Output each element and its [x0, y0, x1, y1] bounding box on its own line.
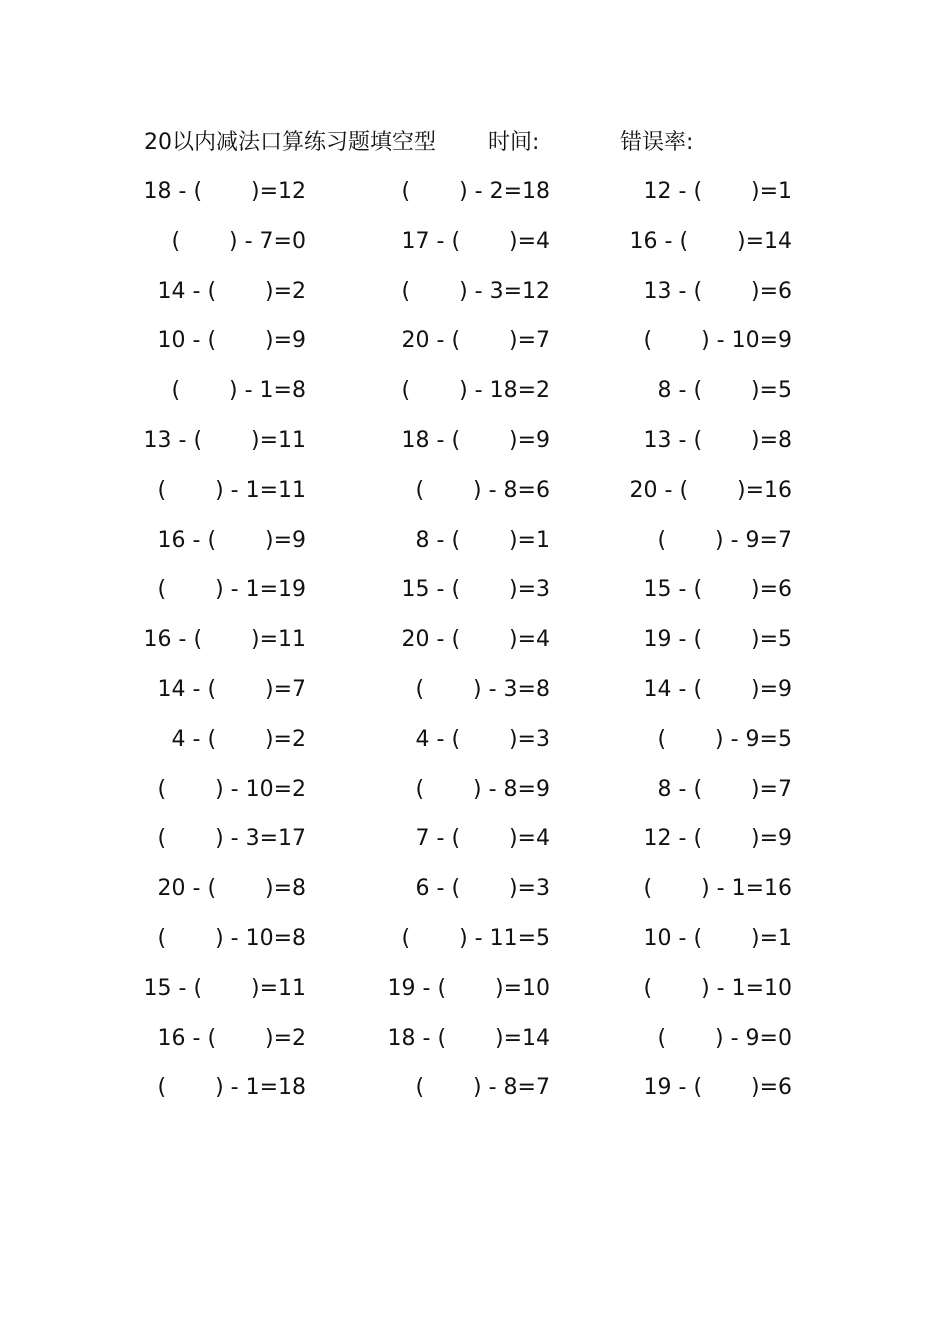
problem-cell: ( ) - 1=16 — [643, 876, 792, 902]
problem-cell: 18 - ( )=9 — [401, 427, 550, 453]
problem-cell: 19 - ( )=5 — [643, 627, 792, 653]
problem-cell: ( ) - 9=7 — [657, 527, 792, 553]
worksheet-header — [144, 126, 844, 160]
problem-cell: ( ) - 8=7 — [415, 1075, 550, 1101]
problem-row — [0, 867, 950, 917]
problem-cell: 20 - ( )=7 — [401, 328, 550, 354]
problem-cell: 16 - ( )=2 — [157, 1025, 306, 1051]
problem-cell: ( ) - 1=19 — [157, 577, 306, 603]
problem-cell: ( ) - 10=9 — [643, 328, 792, 354]
problem-cell: ( ) - 7=0 — [171, 228, 306, 254]
problem-cell: 12 - ( )=1 — [643, 179, 792, 204]
problem-cell: 7 - ( )=4 — [415, 826, 550, 852]
problem-row — [0, 718, 950, 768]
problem-cell: 15 - ( )=6 — [643, 577, 792, 603]
problem-cell: 8 - ( )=5 — [657, 378, 792, 404]
problem-cell: 18 - ( )=12 — [143, 179, 306, 204]
problem-cell: 16 - ( )=9 — [157, 527, 306, 553]
problem-row — [0, 917, 950, 967]
problem-cell: 16 - ( )=14 — [629, 228, 792, 254]
problem-cell: 13 - ( )=6 — [643, 278, 792, 304]
problem-cell: 6 - ( )=3 — [415, 876, 550, 902]
problem-cell: ( ) - 11=5 — [401, 925, 550, 951]
error-rate-label: 错误率: — [620, 130, 694, 155]
problem-cell: ( ) - 3=17 — [157, 826, 306, 852]
problem-cell: 10 - ( )=9 — [157, 328, 306, 354]
problem-cell: ( ) - 1=18 — [157, 1075, 306, 1101]
problem-cell: ( ) - 1=10 — [643, 975, 792, 1001]
problem-row — [0, 220, 950, 270]
problem-cell: 17 - ( )=4 — [401, 228, 550, 254]
problem-row — [0, 967, 950, 1017]
problem-cell: 13 - ( )=8 — [643, 427, 792, 453]
problem-cell: 20 - ( )=8 — [157, 876, 306, 902]
problem-cell: 4 - ( )=3 — [415, 726, 550, 752]
problem-cell: ( ) - 1=11 — [157, 477, 306, 503]
problem-row — [0, 170, 950, 220]
problem-cell: 14 - ( )=2 — [157, 278, 306, 304]
problem-cell: ( ) - 3=12 — [401, 278, 550, 304]
problem-cell: 15 - ( )=3 — [401, 577, 550, 603]
problem-grid — [0, 170, 950, 1116]
problem-cell: 20 - ( )=16 — [629, 477, 792, 503]
problem-row — [0, 1017, 950, 1067]
problem-cell: 4 - ( )=2 — [171, 726, 306, 752]
problem-cell: 14 - ( )=9 — [643, 676, 792, 702]
problem-row — [0, 1066, 950, 1116]
problem-cell: ( ) - 10=2 — [157, 776, 306, 802]
problem-cell: ( ) - 8=6 — [415, 477, 550, 503]
problem-cell: 20 - ( )=4 — [401, 627, 550, 653]
problem-cell: 8 - ( )=7 — [657, 776, 792, 802]
problem-cell: 18 - ( )=14 — [387, 1025, 550, 1051]
problem-row — [0, 469, 950, 519]
problem-cell: 16 - ( )=11 — [143, 627, 306, 653]
problem-cell: ( ) - 1=8 — [171, 378, 306, 404]
problem-row — [0, 419, 950, 469]
time-label: 时间: — [488, 130, 540, 155]
problem-row — [0, 618, 950, 668]
problem-cell: ( ) - 9=5 — [657, 726, 792, 752]
problem-row — [0, 768, 950, 818]
problem-row — [0, 668, 950, 718]
problem-cell: 10 - ( )=1 — [643, 925, 792, 951]
problem-row — [0, 270, 950, 320]
problem-cell: ( ) - 10=8 — [157, 925, 306, 951]
problem-cell: 19 - ( )=6 — [643, 1075, 792, 1101]
problem-cell: 13 - ( )=11 — [143, 427, 306, 453]
problem-cell: 8 - ( )=1 — [415, 527, 550, 553]
problem-cell: 12 - ( )=9 — [643, 826, 792, 852]
problem-cell: ( ) - 8=9 — [415, 776, 550, 802]
problem-row — [0, 568, 950, 618]
problem-cell: 19 - ( )=10 — [387, 975, 550, 1001]
problem-cell: ( ) - 3=8 — [415, 676, 550, 702]
problem-cell: ( ) - 9=0 — [657, 1025, 792, 1051]
worksheet-title: 20以内减法口算练习题填空型 — [144, 130, 436, 155]
problem-row — [0, 319, 950, 369]
problem-row — [0, 519, 950, 569]
problem-cell: ( ) - 18=2 — [401, 378, 550, 404]
problem-cell: ( ) - 2=18 — [401, 179, 550, 204]
problem-cell: 15 - ( )=11 — [143, 975, 306, 1001]
problem-row — [0, 817, 950, 867]
problem-row — [0, 369, 950, 419]
problem-cell: 14 - ( )=7 — [157, 676, 306, 702]
